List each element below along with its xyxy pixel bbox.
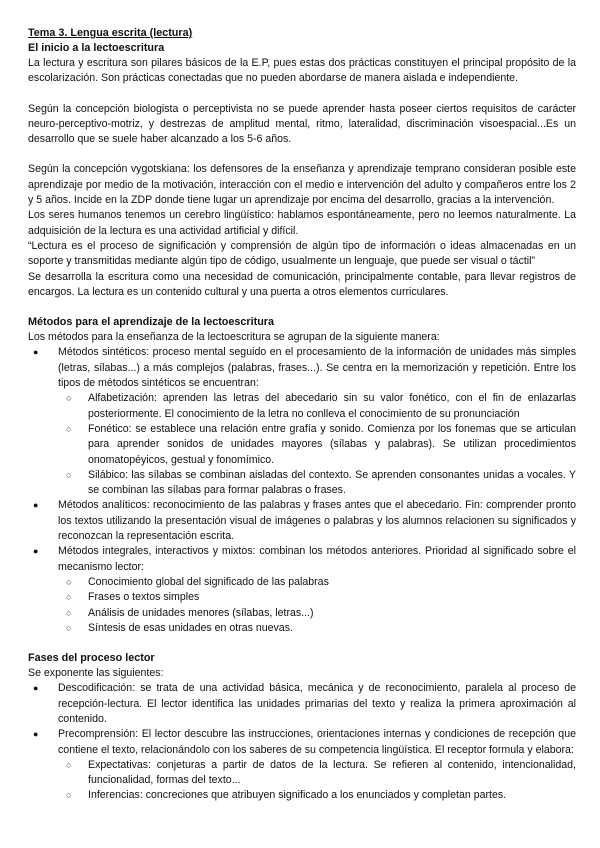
paragraph: Según la concepción biologista o perceptivista no se puede aprender hasta poseer ciertos requisitos de carácter neuro-perceptivo-motriz, y destrezas de amplitud mental, ritmo, lateralidad, discriminación visoespacial...Es un desarrollo que se suele haber alcanzado a los 5-6 años. (28, 102, 576, 146)
phases-list (28, 681, 576, 803)
sublist (58, 391, 576, 498)
sublist-item: ○ Alfabetización: aprenden las letras del abecedario sin su valor fonético, con el fin de enlazarlas posteriormente. El conocimiento de la letra no conlleva el conocimiento de su pronunciación (58, 391, 576, 422)
paragraph: La lectura y escritura son pilares básicos de la E.P, pues estas dos prácticas constituyen el principal propósito de la escolarización. Son prácticas conectadas que no pueden abordarse de manera aislada e independiente. (28, 57, 576, 85)
list-item: ● Métodos integrales, interactivos y mixtos: combinan los métodos anteriores. Prioridad al significado sobre el mecanismo lector: ○ Conocimiento global del significado de las palabras ○ Frases o textos simples ○ Análisis de unidades menores (sílabas, letras...) ○ Síntesis de esas unidades en otras nuevas. (28, 544, 576, 636)
section-heading-metodos: Métodos para el aprendizaje de la lectoescritura (28, 316, 275, 329)
sublist-item: ○ Expectativas: conjeturas a partir de datos de la lectura. Se refieren al contenido, intencionalidad, funcionalidad, formas del texto... (58, 758, 576, 789)
document-page (28, 26, 576, 804)
paragraph: Se desarrolla la escritura como una necesidad de comunicación, principalmente contable, para llevar registros de encargos. La lectura es un contenido cultural y una puerta a otros elementos curriculares. (28, 270, 576, 298)
methods-list (28, 345, 576, 636)
page-title: Tema 3. Lengua escrita (lectura) (28, 27, 193, 39)
sublist-item: ○ Síntesis de esas unidades en otras nuevas. (58, 621, 576, 636)
sublist-item: ○ Fonético: se establece una relación entre grafía y sonido. Comienza por los fonemas que se articulan para aprender sonidos de unidades mayores (sílabas y palabras). Se utilizan procedimientos onomatopéyicos, gestual y fonomímico. (58, 422, 576, 468)
sublist-item: ○ Análisis de unidades menores (sílabas, letras...) (58, 606, 576, 621)
sublist (58, 758, 576, 804)
list-item: ● Precomprensión: El lector descubre las instrucciones, orientaciones internas y condiciones de recepción que contiene el texto, relacionándolo con los saberes de su competencia lingüística. El receptor formula y elabora: ○ Expectativas: conjeturas a partir de datos de la lectura. Se refieren al contenido, intencionalidad, funcionalidad, formas del texto... ○ Inferencias: concreciones que atribuyen significado a los enunciados y completan partes. (28, 727, 576, 803)
sublist (58, 575, 576, 636)
list-item: ● Métodos analíticos: reconocimiento de las palabras y frases antes que el abecedario. Fin: comprender pronto los textos utilizando la presentación visual de imágenes o palabras y los alumnos relacionen su significados y reconozcan la representación escrita. (28, 498, 576, 544)
sublist-item: ○ Silábico: las sílabas se combinan aisladas del contexto. Se aprenden consonantes unidas a vocales. Y se combinan las sílabas para formar palabras o frases. (58, 468, 576, 499)
section-heading-inicio: El inicio a la lectoescritura (28, 42, 165, 54)
sublist-item: ○ Inferencias: concreciones que atribuyen significado a los enunciados y completan partes. (58, 788, 576, 803)
paragraph: Según la concepción vygotskiana: los defensores de la enseñanza y aprendizaje temprano consideran posible este aprendizaje por medio de la motivación, interacción con el medio e intervención del adulto y compañeros entre los 2 y 5 años. Incide en la ZDP donde tiene lugar un aprendizaje por encima del desarrollo, gracias a la intervención. (28, 163, 576, 207)
sublist-item: ○ Conocimiento global del significado de las palabras (58, 575, 576, 590)
list-item: ● Métodos sintéticos: proceso mental seguido en el procesamiento de la información de unidades más simples (letras, sílabas...) a más complejos (palabras, frases...). Se centra en la memorización y repetición. Entre los tipos de métodos sintéticos se encuentran: ○ Alfabetización: aprenden las letras del abecedario sin su valor fonético, con el fin de enlazarlas posteriormente. El conocimiento de la letra no conlleva el conocimiento de su pronunciación ○ Fonético: se establece una relación entre grafía y sonido. Comienza por los fonemas que se articulan para aprender sonidos de unidades mayores (sílabas y palabras). Se utilizan procedimientos onomatopéyicos, gestual y fonomímico. ○ Silábico: las sílabas se combinan aisladas del contexto. Se aprenden consonantes unidas a vocales. Y se combinan las sílabas para formar palabras o frases. (28, 345, 576, 498)
list-item: ● Descodificación: se trata de una actividad básica, mecánica y de reconocimiento, paralela al proceso de recepción-lectura. El lector identifica las unidades primarias del texto y realiza la primera aproximación al contenido. (28, 681, 576, 727)
paragraph: Los seres humanos tenemos un cerebro lingüístico: hablamos espontáneamente, pero no leemos naturalmente. La adquisición de la lectura es una actividad artificial y difícil. (28, 209, 576, 237)
sublist-item: ○ Frases o textos simples (58, 590, 576, 605)
section-heading-fases: Fases del proceso lector (28, 652, 155, 665)
section-intro: Se exponente las siguientes: (28, 667, 164, 680)
paragraph-quote: “Lectura es el proceso de significación y comprensión de algún tipo de información o ideas almacenadas en un soporte y transmitidas mediante algún tipo de código, usualmente un lenguaje, que puede ser visual o táctil” (28, 239, 576, 268)
section-intro: Los métodos para la enseñanza de la lectoescritura se agrupan de la siguiente manera: (28, 331, 440, 344)
